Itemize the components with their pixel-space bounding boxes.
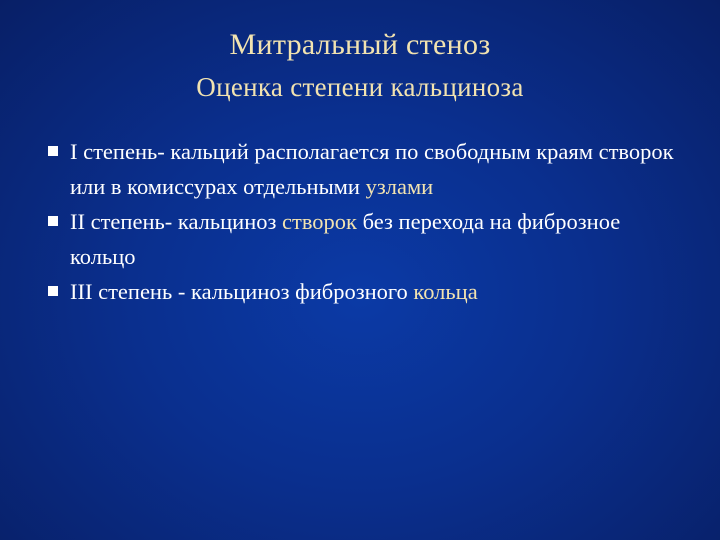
slide-title: Митральный стеноз [229,28,491,61]
bullet-text: III степень - кальциноз фиброзного [70,279,414,304]
bullet-list [40,134,690,309]
bullet-item [40,274,690,309]
square-bullet-icon [48,216,58,226]
square-bullet-icon [48,146,58,156]
square-bullet-icon [48,286,58,296]
bullet-item [40,134,690,204]
slide-subtitle: Оценка степени кальциноза [196,72,524,102]
bullet-text: II степень- кальциноз [70,209,283,234]
bullet-highlight: кольца [413,279,478,304]
bullet-highlight: узлами [365,174,434,199]
bullet-item [40,204,690,274]
bullet-text: I степень- кальций располагается по свободным краям створок или в комиссурах отдельными [70,139,674,199]
bullet-text-after: без перехода на фиброзное кольцо [70,209,621,269]
bullet-highlight: створок [282,209,357,234]
